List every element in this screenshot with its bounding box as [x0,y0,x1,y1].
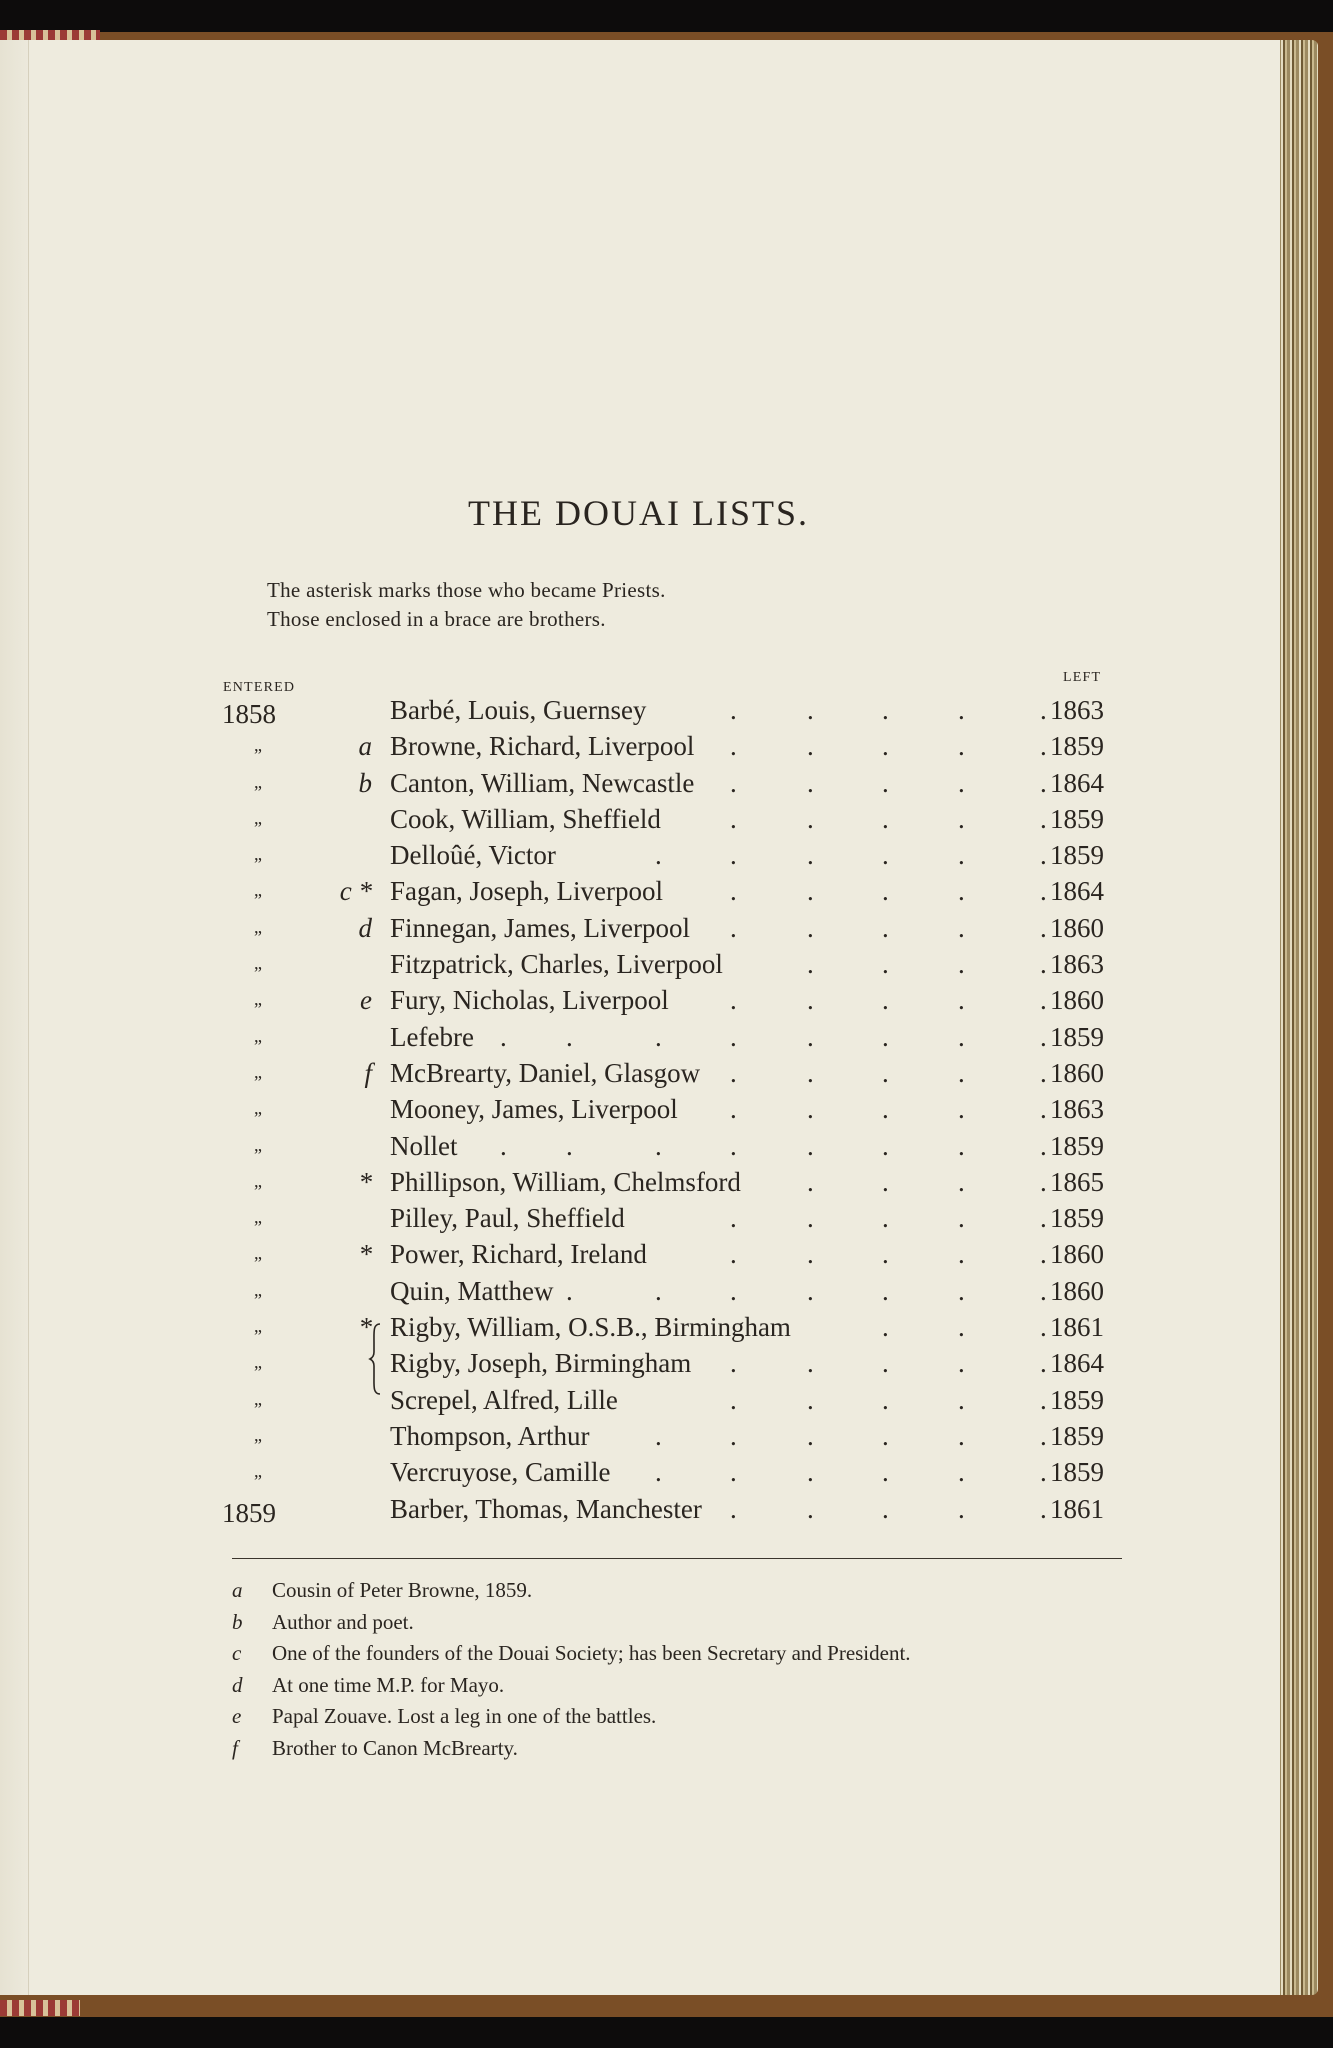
leader-dot: . [958,731,965,762]
footnote-key: e [232,1704,242,1728]
entry-name: Vercruyose, Camille [390,1457,611,1488]
left-year: 1864 [1050,876,1104,907]
leader-dot: . [958,1057,965,1088]
footnote-text: Brother to Canon McBrearty. [272,1735,518,1760]
leader-dot: . [730,1493,737,1524]
leader-dot: . [882,1130,889,1161]
table-row [0,766,1280,802]
leader-dot: . [655,840,662,871]
footnote-text: One of the founders of the Douai Society; has been Secretary and President. [272,1641,911,1665]
entry-mark: * [358,1166,372,1197]
leader-dot: . [958,1384,965,1415]
left-year: 1859 [1050,1021,1104,1052]
table-row [0,1092,1280,1128]
table-row [0,1020,1280,1056]
footnote [232,1704,911,1736]
entry-mark: b [358,767,372,798]
leader-dot: . [958,1275,965,1306]
leader-dot: . [1040,949,1047,980]
leader-dot: . [807,1239,814,1270]
entered-year: ” [254,1362,262,1383]
entered-year: ” [254,817,262,838]
entry-name: Canton, William, Newcastle [390,767,695,798]
leader-dot: . [566,1130,573,1161]
leader-dot: . [807,1166,814,1197]
leader-dot: . [958,1493,965,1524]
leader-dot: . [882,1275,889,1306]
footnote-text: At one time M.P. for Mayo. [272,1672,505,1697]
leader-dot: . [807,1094,814,1125]
brothers-brace [368,1322,382,1396]
entered-year: ” [254,1253,262,1274]
intro-line-asterisk: The asterisk marks those who became Priests. [267,578,666,602]
entered-year: ” [254,999,262,1020]
entry-name: Fury, Nicholas, Liverpool [390,985,669,1016]
entry-name: Delloûé, Victor [390,840,556,871]
leader-dot: . [1040,1348,1047,1379]
left-year: 1859 [1050,1420,1104,1451]
left-year: 1864 [1050,1348,1104,1379]
entry-name: McBrearty, Daniel, Glasgow [390,1057,701,1088]
leader-dot: . [655,1457,662,1488]
entry-name: Barber, Thomas, Manchester [390,1493,702,1524]
leader-dot: . [730,731,737,762]
table-row [0,1237,1280,1273]
leader-dot: . [958,1203,965,1234]
table-row [0,1492,1280,1528]
table-row [0,1056,1280,1092]
entered-year: ” [254,890,262,911]
footnote [232,1736,911,1768]
table-row [0,983,1280,1019]
entered-year: ” [254,926,262,947]
leader-dot: . [958,985,965,1016]
leader-dot: . [1040,1493,1047,1524]
entry-name: Pilley, Paul, Sheffield [390,1203,625,1234]
leader-dot: . [958,695,965,725]
entered-year: ” [254,854,262,875]
entry-name: Barbé, Louis, Guernsey [390,695,647,725]
leader-dot: . [1040,1203,1047,1234]
leader-dot: . [882,912,889,943]
left-year: 1863 [1050,695,1104,725]
footnote-key: f [232,1735,238,1760]
entry-name: Fitzpatrick, Charles, Liverpool [390,949,723,980]
leader-dot: . [655,1275,662,1306]
leader-dot: . [958,1239,965,1270]
leader-dot: . [730,1057,737,1088]
leader-dot: . [655,1420,662,1451]
leader-dot: . [1040,1130,1047,1161]
leader-dot: . [730,1457,737,1488]
footnote-key: a [232,1578,243,1602]
page-title: THE DOUAI LISTS. [468,493,809,533]
leader-dot: . [1040,1239,1047,1270]
entry-name: Fagan, Joseph, Liverpool [390,876,663,907]
leader-dot: . [882,1166,889,1197]
left-year: 1859 [1050,1130,1104,1161]
leader-dot: . [1040,1166,1047,1197]
leader-dot: . [882,1021,889,1052]
entry-mark: d [358,912,372,943]
leader-dot: . [1040,1420,1047,1451]
leader-dot: . [1040,840,1047,871]
leader-dot: . [807,767,814,798]
table-row [0,729,1280,765]
column-header-entered: ENTERED [223,680,296,695]
leader-dot: . [807,1130,814,1161]
leader-dot: . [1040,1057,1047,1088]
left-year: 1859 [1050,840,1104,871]
leader-dot: . [730,767,737,798]
leader-dot: . [882,985,889,1016]
entry-mark: e [360,985,372,1016]
leader-dot: . [958,1348,965,1379]
footnote-key: d [232,1672,243,1697]
leader-dot: . [807,1384,814,1415]
footnote-key: b [232,1609,243,1634]
leader-dot: . [807,949,814,980]
entered-year: ” [254,745,262,766]
left-year: 1861 [1050,1493,1104,1524]
leader-dot: . [1040,1021,1047,1052]
table-row [0,693,1280,729]
entry-name: Screpel, Alfred, Lille [390,1384,618,1415]
leader-dot: . [730,1203,737,1234]
entry-mark: * [358,1239,372,1270]
leader-dot: . [882,1457,889,1488]
leader-dot: . [882,1312,889,1343]
leader-dot: . [807,803,814,834]
table-row [0,1383,1280,1419]
entered-year: ” [254,963,262,984]
leader-dot: . [500,1021,507,1052]
leader-dot: . [882,1094,889,1125]
left-year: 1859 [1050,731,1104,762]
leader-dot: . [958,1312,965,1343]
leader-dot: . [807,1348,814,1379]
entered-year: ” [254,1180,262,1201]
footnote [232,1673,911,1705]
table-row [0,1165,1280,1201]
left-year: 1865 [1050,1166,1104,1197]
table-row [0,911,1280,947]
footnote-text: Cousin of Peter Browne, 1859. [272,1578,533,1602]
table-row [0,1129,1280,1165]
page-edges [1278,40,1318,1995]
leader-dot: . [958,1457,965,1488]
leader-dot: . [807,985,814,1016]
entry-name: Power, Richard, Ireland [390,1239,647,1270]
entered-year: ” [254,1326,262,1347]
leader-dot: . [1040,985,1047,1016]
leader-dot: . [958,767,965,798]
entered-year: ” [254,1289,262,1310]
leader-dot: . [566,1275,573,1306]
leader-dot: . [882,1384,889,1415]
leader-dot: . [807,731,814,762]
entry-name: Rigby, William, O.S.B., Birmingham [390,1312,791,1343]
footnote [232,1641,911,1673]
leader-dot: . [807,1420,814,1451]
entries-list [0,693,1280,1528]
leader-dot: . [807,1057,814,1088]
leader-dot: . [1040,695,1047,725]
leader-dot: . [958,840,965,871]
leader-dot: . [730,1420,737,1451]
entry-name: Phillipson, William, Chelmsford [390,1166,741,1197]
entry-mark: * [358,1312,372,1343]
leader-dot: . [807,1457,814,1488]
leader-dot: . [882,876,889,907]
leader-dot: . [882,1057,889,1088]
table-row [0,1419,1280,1455]
entry-name: Nollet [390,1130,458,1161]
entered-year: ” [254,1035,262,1056]
leader-dot: . [730,912,737,943]
leader-dot: . [882,1420,889,1451]
leader-dot: . [1040,731,1047,762]
leader-dot: . [1040,1384,1047,1415]
footnote [232,1610,911,1642]
leader-dot: . [500,1130,507,1161]
leader-dot: . [958,912,965,943]
entry-name: Rigby, Joseph, Birmingham [390,1348,692,1379]
leader-dot: . [730,985,737,1016]
leader-dot: . [882,695,889,725]
table-row [0,1346,1280,1382]
leader-dot: . [882,1203,889,1234]
leader-dot: . [807,1021,814,1052]
leader-dot: . [958,1420,965,1451]
entry-name: Finnegan, James, Liverpool [390,912,690,943]
table-row [0,874,1280,910]
table-row [0,802,1280,838]
entered-year: ” [254,1108,262,1129]
leader-dot: . [1040,1094,1047,1125]
table-row [0,1310,1280,1346]
leader-dot: . [882,949,889,980]
leader-dot: . [730,803,737,834]
leader-dot: . [1040,1457,1047,1488]
leader-dot: . [730,1384,737,1415]
leader-dot: . [807,876,814,907]
leader-dot: . [958,1166,965,1197]
leader-dot: . [566,1021,573,1052]
footnote-text: Papal Zouave. Lost a leg in one of the battles. [272,1704,657,1728]
leader-dot: . [807,1203,814,1234]
left-year: 1859 [1050,1384,1104,1415]
entered-year: 1858 [222,699,276,729]
left-year: 1860 [1050,1239,1104,1270]
leader-dot: . [882,1239,889,1270]
leader-dot: . [1040,876,1047,907]
leader-dot: . [1040,803,1047,834]
leader-dot: . [958,803,965,834]
left-year: 1863 [1050,1094,1104,1125]
entry-mark: c * [339,876,372,907]
entry-name: Cook, William, Sheffield [390,803,661,834]
column-header-left: LEFT [1063,670,1102,685]
leader-dot: . [730,840,737,871]
headband-bottom [0,2000,80,2016]
leader-dot: . [807,1493,814,1524]
leader-dot: . [882,1348,889,1379]
leader-dot: . [807,912,814,943]
entered-year: ” [254,1144,262,1165]
entered-year: ” [254,781,262,802]
entered-year: ” [254,1434,262,1455]
leader-dot: . [807,840,814,871]
entry-name: Thompson, Arthur [390,1420,590,1451]
left-year: 1859 [1050,1203,1104,1234]
leader-dot: . [1040,767,1047,798]
leader-dot: . [882,803,889,834]
leader-dot: . [882,840,889,871]
leader-dot: . [730,1348,737,1379]
entry-name: Mooney, James, Liverpool [390,1094,678,1125]
left-year: 1859 [1050,803,1104,834]
footnote-key: c [232,1641,242,1665]
entered-year: ” [254,1398,262,1419]
footnote-text: Author and poet. [272,1609,414,1634]
leader-dot: . [1040,1275,1047,1306]
entered-year: ” [254,1471,262,1492]
leader-dot: . [807,1275,814,1306]
entered-year: 1859 [222,1497,276,1528]
left-year: 1863 [1050,949,1104,980]
entry-mark: a [358,731,372,762]
leader-dot: . [807,695,814,725]
left-year: 1860 [1050,912,1104,943]
entry-mark: f [364,1057,372,1088]
left-year: 1864 [1050,767,1104,798]
leader-dot: . [958,949,965,980]
footnote [232,1578,911,1610]
entry-name: Quin, Matthew [390,1275,554,1306]
leader-dot: . [1040,912,1047,943]
leader-dot: . [958,876,965,907]
leader-dot: . [958,1094,965,1125]
entry-name: Lefebre [390,1021,474,1052]
intro-line-brace: Those enclosed in a brace are brothers. [267,607,606,631]
footnotes [232,1578,911,1767]
leader-dot: . [1040,1312,1047,1343]
entered-year: ” [254,1217,262,1238]
leader-dot: . [730,1239,737,1270]
leader-dot: . [730,1094,737,1125]
left-year: 1861 [1050,1312,1104,1343]
leader-dot: . [882,731,889,762]
leader-dot: . [655,1021,662,1052]
entered-year: ” [254,1071,262,1092]
leader-dot: . [730,876,737,907]
leader-dot: . [730,1021,737,1052]
table-row [0,947,1280,983]
leader-dot: . [882,767,889,798]
table-row [0,1455,1280,1491]
left-year: 1859 [1050,1457,1104,1488]
left-year: 1860 [1050,985,1104,1016]
leader-dot: . [655,1130,662,1161]
leader-dot: . [730,1130,737,1161]
entry-name: Browne, Richard, Liverpool [390,731,695,762]
footnote-rule [232,1558,1122,1559]
left-year: 1860 [1050,1275,1104,1306]
leader-dot: . [958,1130,965,1161]
leader-dot: . [882,1493,889,1524]
table-row [0,838,1280,874]
leader-dot: . [730,695,737,725]
left-year: 1860 [1050,1057,1104,1088]
leader-dot: . [958,1021,965,1052]
table-row [0,1274,1280,1310]
table-row [0,1201,1280,1237]
leader-dot: . [730,1275,737,1306]
